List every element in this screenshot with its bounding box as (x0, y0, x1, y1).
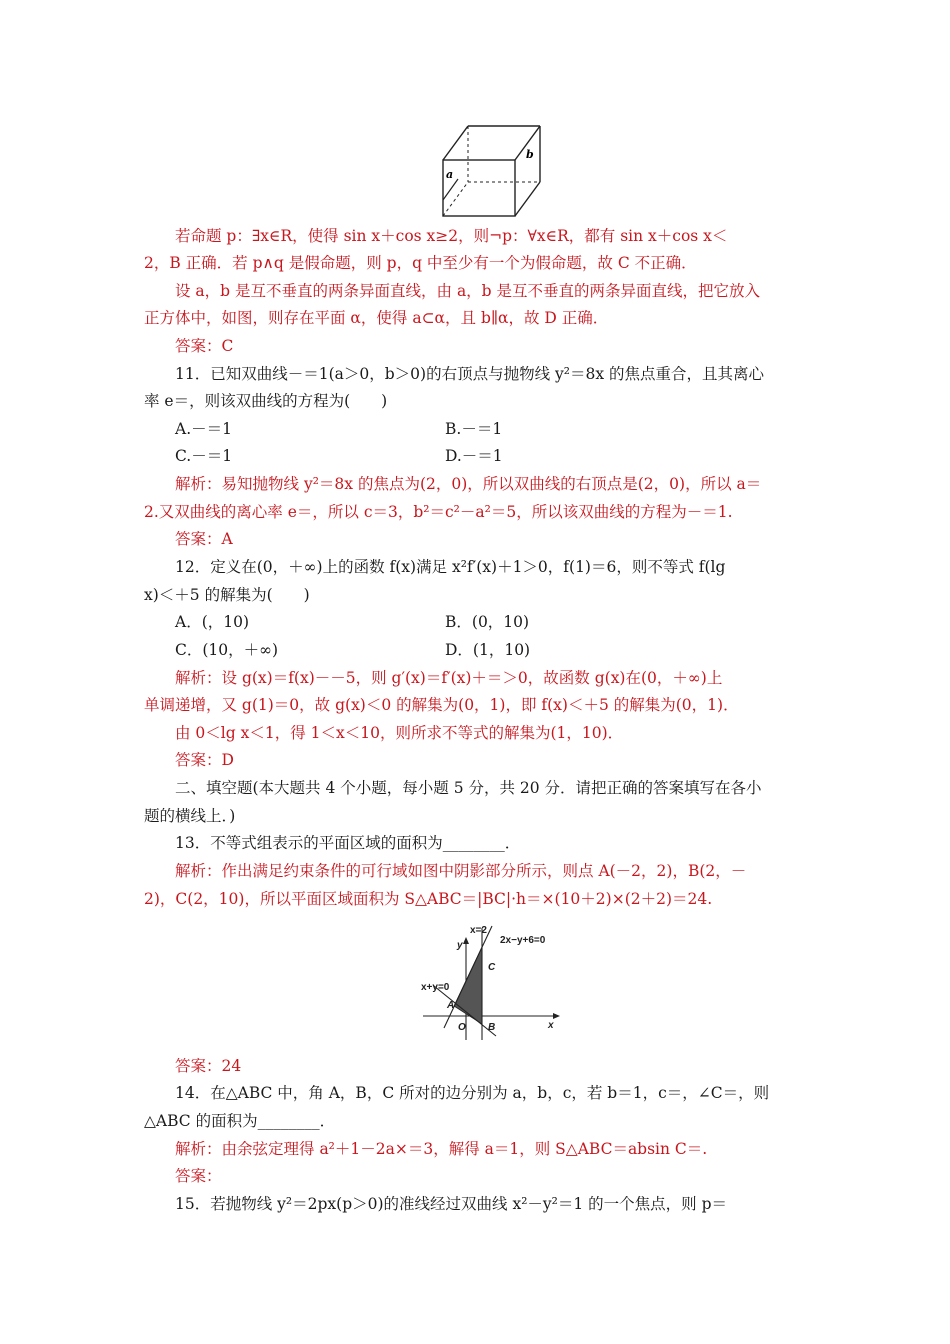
label-o: O (458, 1022, 466, 1033)
label-x: x (548, 1020, 554, 1031)
solution-label: 解析： (175, 862, 222, 880)
label-c: C (488, 962, 496, 973)
solution-label: 解析： (175, 669, 222, 687)
sol11-line2: 2.又双曲线的离心率 e＝，所以 c＝3，b²＝c²－a²＝5，所以该双曲线的方程为－＝1. (144, 503, 733, 521)
label-line: 2x−y+6=0 (500, 935, 546, 946)
q14-line1: 14．在△ABC 中，角 A，B，C 所对的边分别为 a，b，c，若 b＝1，c＝，∠C＝，则 (175, 1084, 770, 1102)
answer-11 (175, 529, 233, 549)
answer-14 (175, 1166, 222, 1186)
p10-line3: 设 a，b 是互不垂直的两条异面直线，由 a，b 是互不垂直的两条异面直线，把它放入 (175, 282, 761, 300)
answer-12 (175, 750, 234, 770)
q12-option-d: D．(1，10) (445, 641, 531, 659)
cube-figure (440, 122, 545, 220)
label-b: B (488, 1022, 496, 1033)
q13-line1: 13．不等式组表示的平面区域的面积为________． (175, 834, 521, 852)
answer-value: A (221, 530, 233, 548)
label-a: A (447, 1000, 455, 1011)
sol12-line1 (175, 668, 722, 688)
q11-option-d: D.－＝1 (445, 447, 503, 465)
q12-option-c: C．(10，＋∞) (175, 641, 279, 659)
q14-line2: △ABC 的面积为________． (144, 1112, 336, 1130)
q15-line1: 15．若抛物线 y²＝2px(p＞0)的准线经过双曲线 x²－y²＝1 的一个焦点，则 p＝ (175, 1195, 728, 1213)
sol14-line1 (175, 1139, 707, 1159)
cube-label-a: a (446, 168, 454, 181)
answer-13 (175, 1056, 241, 1076)
sol13-line1 (175, 861, 746, 881)
p10-line2: 2，B 正确．若 p∧q 是假命题，则 p，q 中至少有一个为假命题，故 C 不正确． (144, 254, 697, 272)
answer-10 (175, 336, 233, 356)
answer-value: C (221, 337, 234, 355)
section2-line2: 题的横线上．) (144, 807, 236, 825)
region-figure (420, 922, 565, 1042)
sol13-line2: 2)，C(2，10)，所以平面区域面积为 S△ABC＝|BC|·h＝×(10＋2)×(2＋2)＝24. (144, 890, 713, 908)
q12-option-a: A．(，10) (175, 613, 250, 631)
solution-text: 易知抛物线 y²＝8x 的焦点为(2，0)，所以双曲线的右顶点是(2，0)，所以 a＝ (221, 475, 762, 493)
answer-label: 答案： (175, 1167, 222, 1185)
cube-label-b: b (526, 148, 534, 161)
p10-line4: 正方体中，如图，则存在平面 α，使得 a⊂α，且 b∥α，故 D 正确． (144, 309, 609, 327)
solution-label: 解析： (175, 1140, 222, 1158)
sol11-line1 (175, 474, 761, 494)
p10-line1: 若命题 p：∃x∈R，使得 sin x＋cos x≥2，则¬p：∀x∈R，都有 sin x＋cos x＜ (175, 227, 728, 245)
q11-option-a: A.－＝1 (175, 420, 232, 438)
solution-text: 设 g(x)＝f(x)－－5，则 g′(x)＝f′(x)＋＝＞0，故函数 g(x)在(0，＋∞)上 (221, 669, 723, 687)
sol12-line2: 单调递增，又 g(1)＝0，故 g(x)＜0 的解集为(0，1)，即 f(x)＜＋5 的解集为(0，1)． (144, 696, 739, 714)
label-y: y (457, 940, 463, 951)
answer-value: D (221, 751, 234, 769)
answer-label: 答案： (175, 1057, 222, 1075)
q12-line2: x)＜＋5 的解集为( ) (144, 586, 310, 604)
sol12-line3: 由 0＜lg x＜1，得 1＜x＜10，则所求不等式的解集为(1，10)． (175, 724, 624, 742)
solution-text: 由余弦定理得 a²＋1－2a×＝3，解得 a＝1，则 S△ABC＝absin C＝. (221, 1140, 708, 1158)
q11-option-b: B.－＝1 (445, 420, 503, 438)
label-x2: x=2 (470, 925, 487, 936)
answer-label: 答案： (175, 337, 222, 355)
q12-line1: 12．定义在(0，＋∞)上的函数 f(x)满足 x²f′(x)＋1＞0，f(1)＝6，则不等式 f(lg (175, 558, 726, 576)
answer-label: 答案： (175, 530, 222, 548)
answer-value: 24 (221, 1057, 242, 1075)
section2-line1: 二、填空题(本大题共 4 个小题，每小题 5 分，共 20 分．请把正确的答案填写在各小 (175, 779, 762, 797)
q12-option-b: B．(0，10) (445, 613, 530, 631)
solution-text: 作出满足约束条件的可行域如图中阴影部分所示，则点 A(－2，2)，B(2，－ (221, 862, 747, 880)
solution-label: 解析： (175, 475, 222, 493)
q11-line2: 率 e＝，则该双曲线的方程为( ) (144, 392, 388, 410)
label-xy: x+y=0 (421, 982, 450, 993)
q11-line1: 11．已知双曲线－＝1(a＞0，b＞0)的右顶点与抛物线 y²＝8x 的焦点重合，且其离心 (175, 365, 764, 383)
q11-option-c: C.－＝1 (175, 447, 233, 465)
answer-label: 答案： (175, 751, 222, 769)
